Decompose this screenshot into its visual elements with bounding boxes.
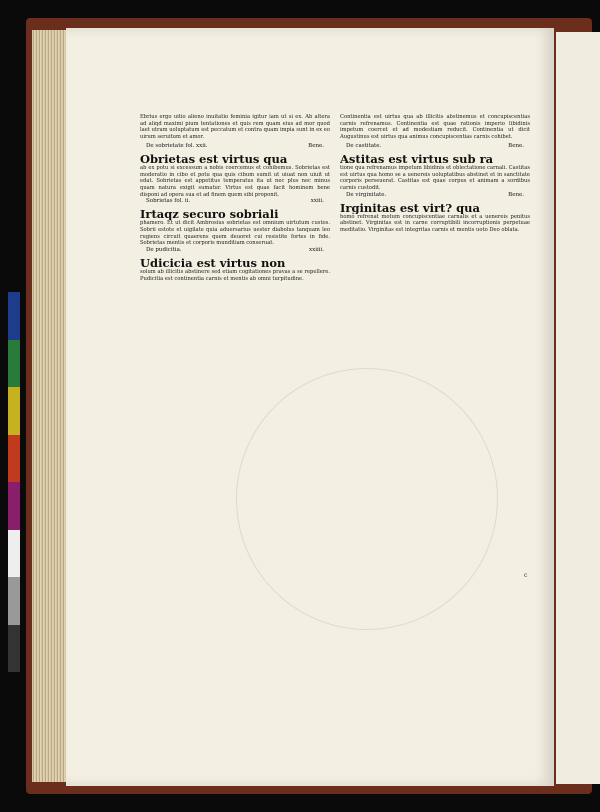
section-heading: Udicicia est virtus non	[140, 257, 286, 270]
section-text: tione qua refrenamus impetum libidinis et oblectatione carnali. Castitas est uirtus qua homo se a uenereis uoluptatibus abstinet et in sanctitate corporis perseuerat. Castitas est quae corpus et animam a sordibus carnis custodit.	[340, 164, 530, 191]
section-heading: Irginitas est virt? qua	[340, 201, 480, 214]
section-footer: De pudicitia. xxiiii.	[146, 247, 324, 254]
section-footer: Sobrietas fol. ii. xxiii.	[146, 198, 324, 205]
section-heading: Astitas est virtus sub ra	[340, 152, 494, 165]
watermark-seal	[236, 368, 498, 630]
color-calibration-bar	[8, 292, 20, 672]
section-heading: Irtaqz securo sobriali	[140, 208, 279, 221]
section-text: homo refrenat motum concupiscentiae carnalis et a uenereis penitus abstinet. Virginitas est in carne corruptibili incorruptionis perpetuae meditatio. Virginitas est integritas carnis et mentis uoto Deo oblata.	[340, 213, 530, 234]
section-text: ab ex potu si excessum a nobis coercemus et cohibemus. Sobrietas est moderatio in cibo et potu qua quis cibum sumit ut uiuat non uiuit ut edat. Sobrietas est appetitus temperatus ita ut nec plus nec minus quam natura exigit sumatur. Virtus est quae facit hominem bene disponi ad opera sua et ad finem quem sibi proponit.	[140, 164, 330, 198]
book-page	[66, 28, 554, 786]
section-text: phamero. Et ut dicit Ambrosius sobrietas est omnium uirtutum custos. Sobrii estote et uigilate quia aduersarius uester diabolus tanquam leo rugiens circuit quaerens quem deuoret cui resistite fortes in fide. Sobrietas mentis et corporis munditiam conseruat.	[140, 220, 330, 247]
right-intro-marker: De castitate. Bene.	[346, 142, 524, 149]
section-footer: De virginitate. Bene.	[346, 191, 524, 198]
left-intro-marker: De sobrietate fol. xxii. Bene.	[146, 142, 324, 149]
folio-number: c	[524, 572, 528, 579]
section-heading: Obrietas est virtus qua	[140, 152, 288, 165]
section-text: solum ab illicitis abstinere sed etiam cogitationes pravas a se repellere. Pudicitia est continentia carnis et mentis ab omni turpitudine.	[140, 269, 330, 282]
facing-page-edge	[556, 32, 600, 784]
left-intro: Ebrius ergo uitio alieno inuitatio feminia igitur iam ut si ex. Ab altera ad aliqd maximi pium tentationes et quis rem quam eius ad mor quod laet utram uoluptatum est peccatum et contra quam impia sunt in ex eo uirum seruitum et amor.	[140, 114, 330, 141]
right-intro: Continentia est uirtus qua ab illicitis abstinemus et concupiscentias carnis refrenamus. Continentia est quae rationis imperio libidinis impetum coercet et ad modestiam reducit. Continentia ut dicit Augustinus est uirtus qua animus concupiscentias carnis cohibet.	[340, 114, 530, 141]
